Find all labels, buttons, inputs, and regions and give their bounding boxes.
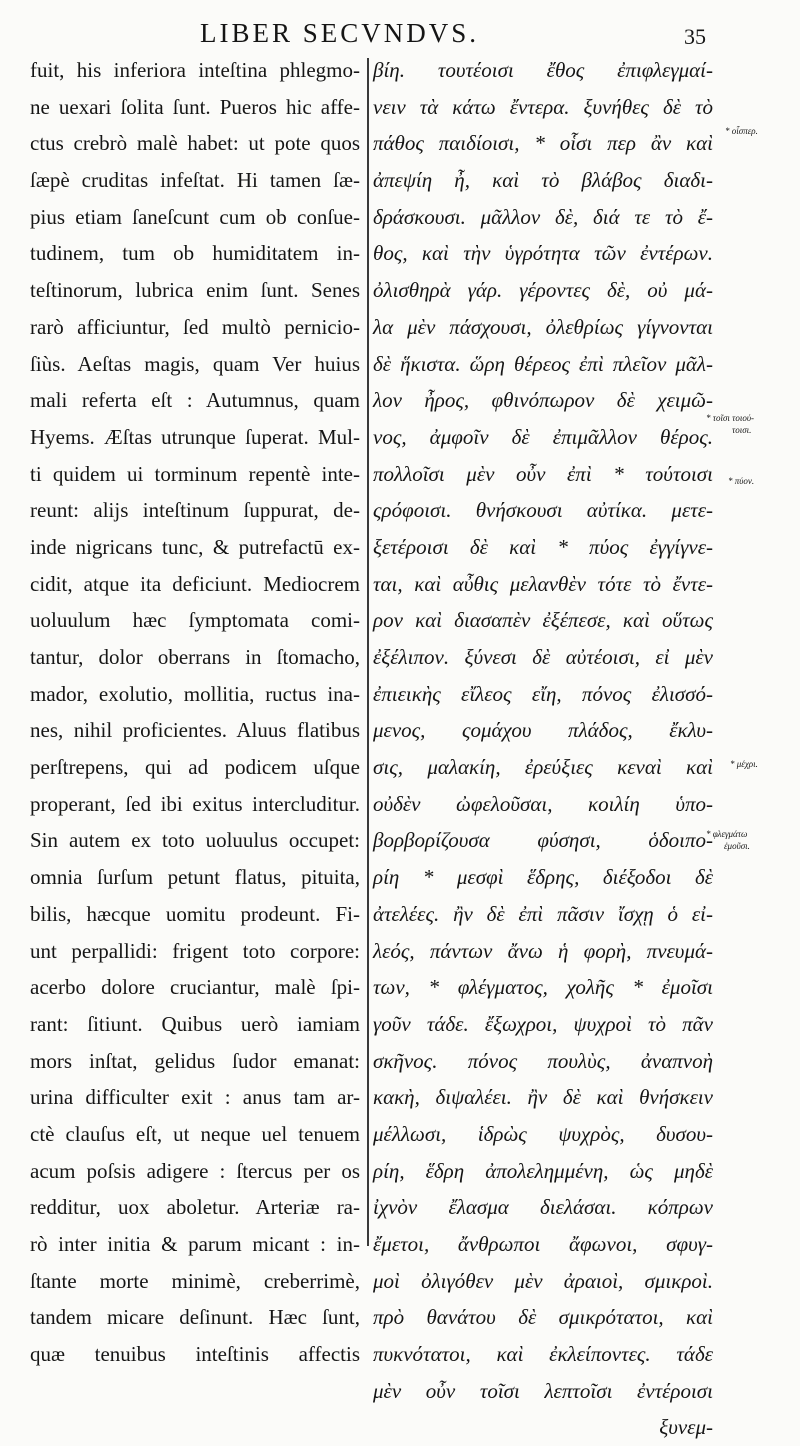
text-line: ἀπεψίη ἦ, καὶ τὸ βλάβος διαδι- — [373, 168, 713, 193]
greek-column — [373, 52, 713, 1446]
text-line: rarò afficiuntur, ſed multò pernicio- — [30, 314, 360, 339]
text-line: οὐδὲν ὠφελοῦσαι, κοιλίη ὑπο- — [373, 791, 713, 816]
text-line: unt perpallidi: frigent toto corpore: — [30, 938, 360, 963]
text-line: mador, exolutio, mollitia, ructus ina- — [30, 681, 360, 706]
text-line: μενος, ςομάχου πλάδος, ἔκλυ- — [373, 718, 713, 743]
text-line: ne uexari ſolita ſunt. Pueros hic affe- — [30, 94, 360, 119]
text-line: Sin autem ex toto uoluulus occupet: — [30, 828, 360, 853]
text-line: ſiùs. Aeſtas magis, quam Ver huius — [30, 351, 360, 376]
text-line: ξετέροισι δὲ καὶ * πύος ἐγγίγνε- — [373, 534, 713, 559]
text-line: omnia ſurſum petunt flatus, pituita, — [30, 865, 360, 890]
text-line: ὀλισθηρὰ γάρ. γέροντες δὲ, οὐ μά- — [373, 278, 713, 303]
text-line: πάθος παιδίοισι, * οἷσι περ ἂν καὶ — [373, 131, 713, 156]
margin-note: * πύον. — [728, 476, 755, 486]
text-line: ρον καὶ διασαπὲν ἐξέπεσε, καὶ οὕτως — [373, 608, 713, 633]
text-line: cidit, atque ita deficiunt. Mediocrem — [30, 571, 360, 596]
text-line: pius etiam ſaneſcunt cum ob conſue- — [30, 204, 360, 229]
text-line: ἐπιεικὴς εἴλεος εἴη, πόνος ἐλισσό- — [373, 681, 713, 706]
page-number: 35 — [684, 24, 706, 49]
text-line: λα μὲν πάσχουσι, ὀλεθρίως γίγνονται — [373, 314, 713, 339]
text-line: δὲ ἥκιστα. ὥρη θέρεος ἐπὶ πλεῖον μᾶλ- — [373, 351, 713, 376]
text-line: teſtinorum, lubrica enim ſunt. Senes — [30, 278, 360, 303]
margin-note: * μέχρι. — [730, 759, 758, 769]
text-line: ctè clauſus eſt, ut neque uel tenuem — [30, 1121, 360, 1146]
text-line: πολλοῖσι μὲν οὖν ἐπὶ * τούτοισι — [373, 461, 713, 486]
text-line: tandem micare deſinunt. Hæc ſunt, — [30, 1305, 360, 1330]
text-line: ἔμετοι, ἄνθρωποι ἄφωνοι, σφυγ- — [373, 1232, 713, 1256]
latin-column — [30, 52, 360, 1373]
text-line: μέλλωσι, ἱδρὼς ψυχρὸς, δυσου- — [373, 1121, 713, 1146]
text-line: μὲν οὖν τοῖσι λεπτοῖσι ἐντέροισι — [373, 1378, 713, 1403]
text-line: μοὶ ὀλιγόθεν μὲν ἀραιοὶ, σμικροὶ. — [373, 1268, 713, 1293]
text-line: σις, μαλακίη, ἐρεύξιες κεναὶ καὶ — [373, 755, 713, 780]
text-line: tudinem, tum ob humiditatem in- — [30, 241, 360, 266]
text-line: properant, ſed ibi exitus intercluditur. — [30, 791, 360, 816]
text-line: ται, καὶ αὖθις μελανθὲν τότε τὸ ἔντε- — [373, 571, 713, 596]
text-line: tantur, dolor oberrans in ſtomacho, — [30, 645, 360, 669]
text-line: ſæpè cruditas infeſtat. Hi tamen ſæ- — [30, 168, 360, 193]
text-line: reunt: alijs inteſtinum ſuppurat, de- — [30, 498, 360, 523]
text-line: mali referta eſt : Autumnus, quam — [30, 388, 360, 413]
text-line: inde nigricans tunc, & putrefactū ex- — [30, 534, 360, 559]
text-line: των, * φλέγματος, χολῆς * ἐμοῖσι — [373, 975, 713, 1000]
text-line: ἐξέλιπον. ξύνεσι δὲ αὐτέοισι, εἰ μὲν — [373, 645, 713, 669]
text-line: urina difficulter exit : anus tam ar- — [30, 1085, 360, 1110]
text-line: rò inter initia & parum micant : in- — [30, 1232, 360, 1256]
margin-note: ἐμοῦσι. — [724, 841, 750, 851]
text-line: perſtrepens, qui ad podicem uſque — [30, 755, 360, 780]
text-line: fuit, his inferiora inteſtina phlegmo- — [30, 58, 360, 82]
text-line: σκῆνος. πόνος πουλὺς, ἀναπνοὴ — [373, 1048, 713, 1073]
text-line: γοῦν τάδε. ἔξωχροι, ψυχροὶ τὸ πᾶν — [373, 1011, 713, 1036]
text-line: νος, ἀμφοῖν δὲ ἐπιμᾶλλον θέρος. — [373, 424, 713, 449]
margin-note: * φλεγμάτω — [706, 829, 748, 839]
column-divider — [367, 58, 369, 1246]
text-line: acerbo dolore cruciantur, malè ſpi- — [30, 975, 360, 1000]
text-line: ρίη * μεσφὶ ἕδρης, διέξοδοι δὲ — [373, 865, 713, 890]
running-header — [0, 18, 800, 54]
text-line: uoluulum hæc ſymptomata comi- — [30, 608, 360, 633]
text-line: κακὴ, διψαλέει. ἢν δὲ καὶ θνήσκειν — [373, 1085, 713, 1110]
text-line: rant: ſitiunt. Quibus uerò iamiam — [30, 1011, 360, 1036]
margin-note: * τοῖσι τοιού- — [706, 413, 755, 423]
text-line: ςρόφοισι. θνήσκουσι αὐτίκα. μετε- — [373, 498, 713, 523]
text-line: θος, καὶ τὴν ὑγρότητα τῶν ἐντέρων. — [373, 241, 713, 266]
text-line: ſtante morte minimè, creberrimè, — [30, 1268, 360, 1293]
text-line: nes, nihil proficientes. Aluus flatibus — [30, 718, 360, 743]
text-line: πυκνότατοι, καὶ ἐκλείποντες. τάδε — [373, 1342, 713, 1367]
text-line: ἰχνὸν ἔλασμα διελάσαι. κόπρων — [373, 1195, 713, 1220]
text-line: δράσκουσι. μᾶλλον δὲ, διά τε τὸ ἔ- — [373, 204, 713, 229]
text-line: λον ἦρος, φθινόπωρον δὲ χειμῶ- — [373, 388, 713, 413]
page-title: LIBER SECVNDVS. — [200, 18, 480, 48]
text-line: ctus crebrò malè habet: ut pote quos — [30, 131, 360, 156]
text-line: πρὸ θανάτου δὲ σμικρότατοι, καὶ — [373, 1305, 713, 1330]
text-line: mors inſtat, gelidus ſudor emanat: — [30, 1048, 360, 1073]
text-line: λεός, πάντων ἄνω ἡ φορὴ, πνευμά- — [373, 938, 713, 963]
text-line: βίη. τουτέοισι ἔθος ἐπιφλεγμαί- — [373, 58, 713, 82]
margin-note: τοισι. — [732, 425, 752, 435]
text-line: ἀτελέες. ἢν δὲ ἐπὶ πᾶσιν ἴσχῃ ὁ εἰ- — [373, 901, 713, 926]
text-line: ρίη, ἕδρη ἀπολελημμένη, ὡς μηδὲ — [373, 1158, 713, 1183]
text-line: quæ tenuibus inteſtinis affectis — [30, 1342, 360, 1367]
text-line: redditur, uox aboletur. Arteriæ ra- — [30, 1195, 360, 1220]
text-line: βορβορίζουσα φύσησι, ὁδοιπο- — [373, 828, 713, 853]
text-line: ξυνεμ- — [659, 1415, 713, 1440]
text-line: ti quidem ui torminum repentè inte- — [30, 461, 360, 486]
margin-note: * οἷσπερ. — [725, 126, 758, 136]
text-line: acum poſsis adigere : ſtercus per os — [30, 1158, 360, 1183]
text-line: νειν τὰ κάτω ἔντερα. ξυνήθες δὲ τὸ — [373, 94, 713, 119]
text-line: Hyems. Æſtas utrunque ſuperat. Mul- — [30, 424, 360, 449]
text-line: bilis, hæcque uomitu prodeunt. Fi- — [30, 901, 360, 926]
